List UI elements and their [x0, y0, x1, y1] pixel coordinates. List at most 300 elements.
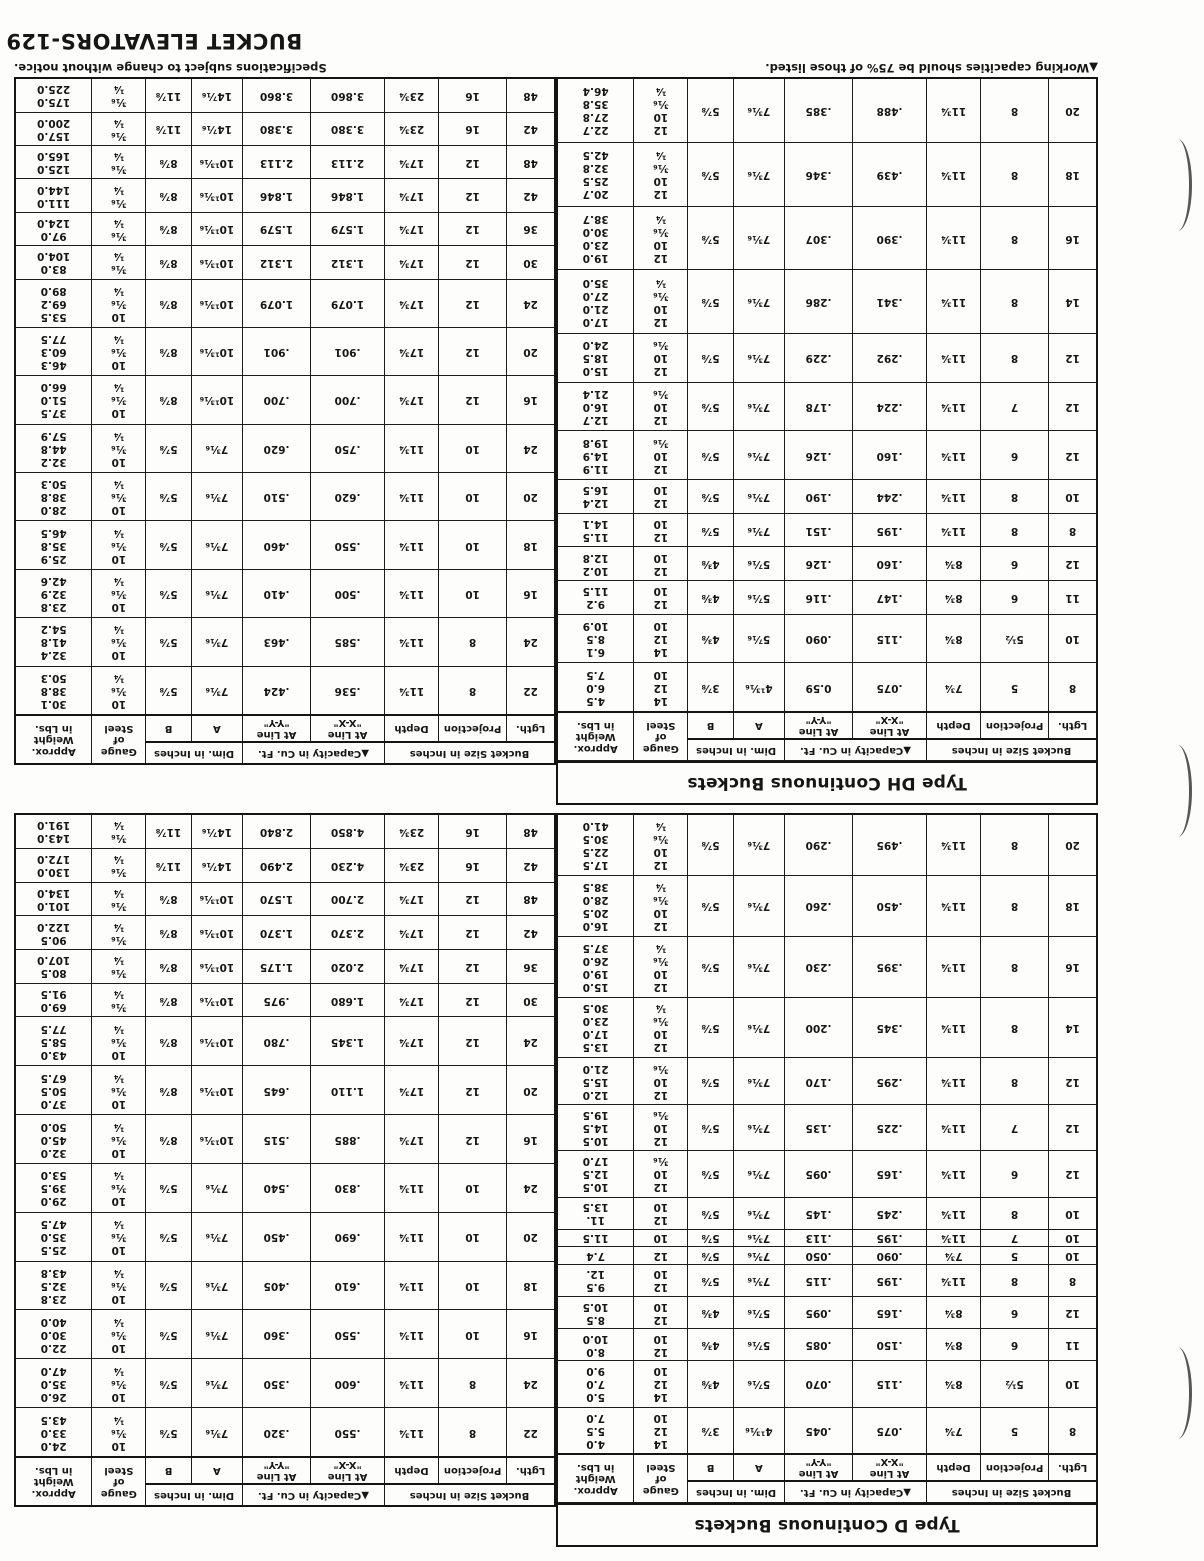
- cell-weight-list: 7.4: [557, 1247, 634, 1265]
- cell-capacity-xx: .600: [311, 1359, 385, 1408]
- cell-lgth: 16: [1049, 936, 1097, 997]
- table-row: [15, 1115, 555, 1164]
- cell-dim-a: 7³⁄₁₆: [733, 270, 784, 334]
- table-row: [15, 376, 555, 424]
- cell-weight-list: 17.5 22.5 30.5 41.0: [557, 814, 634, 875]
- cell-dim-b: 4⅜: [688, 1297, 733, 1329]
- cell-capacity-xx: .195: [853, 1229, 927, 1247]
- cell-weight-list: 157.0 200.0: [15, 112, 92, 145]
- cell-dim-a: 7³⁄₁₆: [733, 1151, 784, 1197]
- cell-depth: 17¾: [385, 179, 439, 212]
- cell-gauge-list: 10 ³⁄₁₆ ¼: [92, 1408, 146, 1457]
- cell-capacity-xx: .536: [311, 666, 385, 715]
- cell-capacity-yy: .260: [784, 875, 852, 936]
- cell-weight-list: 29.0 39.5 53.0: [15, 1163, 92, 1212]
- cell-depth: 11¾: [927, 1104, 981, 1150]
- title-spacer: [14, 765, 556, 805]
- cell-projection: 8: [439, 666, 507, 715]
- cell-dim-a: 10¹³⁄₁₆: [191, 882, 242, 916]
- cell-projection: 12: [439, 246, 507, 279]
- cell-weight-list: 125.0 165.0: [15, 145, 92, 178]
- cell-lgth: 12: [1049, 1297, 1097, 1329]
- cell-weight-list: 97.0 124.0: [15, 212, 92, 245]
- cell-depth: 23¾: [385, 78, 439, 112]
- cell-capacity-yy: .095: [784, 1151, 852, 1197]
- table-row: [557, 547, 1097, 581]
- table-row: [15, 279, 555, 327]
- cell-lgth: 22: [507, 666, 555, 715]
- cell-capacity-yy: 1.579: [242, 212, 310, 245]
- cell-projection: 6: [981, 1329, 1049, 1361]
- cell-dim-a: 14⁷⁄₁₆: [191, 78, 242, 112]
- cell-capacity-xx: .165: [853, 1297, 927, 1329]
- cell-depth: 17¾: [385, 950, 439, 984]
- cell-weight-list: 20.7 25.5 32.8 42.5: [557, 142, 634, 206]
- cell-lgth: 30: [507, 246, 555, 279]
- cell-gauge-list: 14 12 10: [634, 1361, 688, 1407]
- table-row: [15, 569, 555, 617]
- table-row: [15, 814, 555, 848]
- cell-lgth: 10: [1049, 1247, 1097, 1265]
- cell-capacity-xx: .585: [311, 618, 385, 666]
- cell-gauge-list: 12 10 ³⁄₁₆ ¼: [634, 142, 688, 206]
- scan-curl-artifact: [1163, 745, 1192, 837]
- header-group-capacity: ▲Capacity in Cu. Ft.: [242, 742, 384, 764]
- cell-capacity-yy: .620: [242, 424, 310, 472]
- cell-projection: 5½: [981, 614, 1049, 663]
- cell-dim-b: 8⅞: [146, 246, 191, 279]
- cell-dim-a: 7³⁄₁₆: [191, 1310, 242, 1359]
- cell-projection: 12: [439, 1017, 507, 1066]
- cell-capacity-yy: .145: [784, 1197, 852, 1229]
- cell-capacity-xx: 4.850: [311, 814, 385, 848]
- cell-capacity-xx: .488: [853, 78, 927, 142]
- cell-projection: 10: [439, 521, 507, 569]
- cell-lgth: 36: [507, 950, 555, 984]
- header-approx-weight: Approx. Weight in Lbs.: [15, 715, 92, 764]
- cell-dim-a: 10¹³⁄₁₆: [191, 246, 242, 279]
- cell-dim-a: 5⁷⁄₁₆: [733, 580, 784, 614]
- cell-depth: 11¾: [927, 1151, 981, 1197]
- cell-dim-a: 7³⁄₁₆: [733, 142, 784, 206]
- cell-projection: 12: [439, 1066, 507, 1115]
- cell-gauge-list: 12 10 ³⁄₁₆ ¼: [634, 814, 688, 875]
- cell-dim-a: 10¹³⁄₁₆: [191, 916, 242, 950]
- header-cell-dim-b: B: [688, 1454, 733, 1481]
- table-row: [557, 614, 1097, 663]
- cell-depth: 17¾: [385, 376, 439, 424]
- cell-gauge-list: 12 10 ³⁄₁₆: [634, 1151, 688, 1197]
- cell-gauge-list: ³⁄₁₆ ¼: [92, 983, 146, 1017]
- cell-capacity-yy: .200: [784, 997, 852, 1058]
- cell-lgth: 30: [507, 983, 555, 1017]
- table-row: [15, 848, 555, 882]
- cell-capacity-xx: 1.079: [311, 279, 385, 327]
- cell-gauge-list: 10 ³⁄₁₆ ¼: [92, 327, 146, 375]
- cell-lgth: 12: [1049, 334, 1097, 383]
- cell-weight-list: 16.0 20.5 28.0 38.5: [557, 875, 634, 936]
- cell-dim-a: 7³⁄₁₆: [733, 1197, 784, 1229]
- cell-gauge-list: 12 10: [634, 580, 688, 614]
- type-d-left-half: [556, 813, 1098, 1547]
- cell-dim-b: 5⅞: [146, 1163, 191, 1212]
- type-dh-table-section: [14, 77, 1098, 805]
- cell-capacity-xx: .885: [311, 1115, 385, 1164]
- cell-capacity-yy: .360: [242, 1310, 310, 1359]
- page-title: BUCKET ELEVATORS-129: [6, 29, 303, 53]
- cell-capacity-yy: 1.846: [242, 179, 310, 212]
- cell-depth: 8¾: [927, 547, 981, 581]
- header-cell-capacity-yy: At Line "Y-Y": [242, 715, 310, 742]
- type-d-table-title: Type D Continuous Buckets: [556, 1503, 1098, 1547]
- cell-depth: 11¾: [927, 431, 981, 480]
- cell-dim-b: 4⅜: [688, 1361, 733, 1407]
- header-group-dim: Dim. in Inches: [146, 1484, 243, 1506]
- cell-lgth: 18: [507, 521, 555, 569]
- cell-weight-list: 28.0 38.8 50.3: [15, 473, 92, 521]
- cell-capacity-yy: .645: [242, 1066, 310, 1115]
- cell-projection: 5: [981, 1407, 1049, 1454]
- cell-projection: 6: [981, 431, 1049, 480]
- cell-dim-b: 4⅜: [688, 580, 733, 614]
- cell-weight-list: 19.0 23.0 30.0 38.7: [557, 206, 634, 270]
- cell-lgth: 20: [1049, 78, 1097, 142]
- cell-gauge-list: 12 10: [634, 1197, 688, 1229]
- table-row: [15, 424, 555, 472]
- table-row: [557, 936, 1097, 997]
- cell-depth: 11¾: [927, 1264, 981, 1296]
- cell-dim-a: 14⁷⁄₁₆: [191, 112, 242, 145]
- cell-projection: 10: [439, 473, 507, 521]
- cell-dim-b: 5⅞: [688, 382, 733, 431]
- cell-projection: 10: [439, 569, 507, 617]
- cell-dim-b: 8⅞: [146, 1017, 191, 1066]
- header-cell-depth: Depth: [385, 715, 439, 742]
- cell-capacity-yy: 1.570: [242, 882, 310, 916]
- cell-capacity-xx: 1.345: [311, 1017, 385, 1066]
- table-row: [15, 916, 555, 950]
- cell-capacity-xx: .075: [853, 663, 927, 712]
- cell-dim-a: 7³⁄₁₆: [191, 1163, 242, 1212]
- cell-capacity-yy: .901: [242, 327, 310, 375]
- cell-lgth: 16: [1049, 206, 1097, 270]
- cell-gauge-list: 10 ³⁄₁₆ ¼: [92, 473, 146, 521]
- cell-depth: 17¾: [385, 246, 439, 279]
- cell-projection: 8: [981, 270, 1049, 334]
- table-row: [557, 1297, 1097, 1329]
- cell-lgth: 12: [1049, 1058, 1097, 1104]
- cell-capacity-xx: .550: [311, 1310, 385, 1359]
- cell-projection: 5: [981, 1247, 1049, 1265]
- cell-projection: 8: [981, 480, 1049, 514]
- table-row: [557, 1151, 1097, 1197]
- cell-weight-list: 12.7 16.0 21.4: [557, 382, 634, 431]
- scan-curl-artifact: [1163, 139, 1192, 231]
- cell-dim-b: 5⅞: [688, 997, 733, 1058]
- cell-capacity-xx: 1.312: [311, 246, 385, 279]
- cell-gauge-list: 10 ³⁄₁₆ ¼: [92, 1261, 146, 1310]
- cell-dim-b: 3⅞: [688, 663, 733, 712]
- cell-gauge-list: 14 12 10: [634, 1407, 688, 1454]
- cell-projection: 16: [439, 814, 507, 848]
- cell-depth: 17¾: [385, 212, 439, 245]
- cell-depth: 8¾: [927, 1361, 981, 1407]
- cell-depth: 11¾: [385, 1310, 439, 1359]
- cell-dim-b: 8⅞: [146, 145, 191, 178]
- header-cell-depth: Depth: [927, 1454, 981, 1481]
- cell-depth: 8¾: [927, 580, 981, 614]
- cell-gauge-list: 14 12 10: [634, 614, 688, 663]
- type-d-left-table: [556, 813, 1098, 1503]
- cell-depth: 8¾: [927, 1329, 981, 1361]
- cell-lgth: 48: [507, 814, 555, 848]
- cell-dim-a: 7³⁄₁₆: [733, 334, 784, 383]
- cell-dim-b: 11⅞: [146, 848, 191, 882]
- table-row: [557, 580, 1097, 614]
- cell-capacity-xx: 3.380: [311, 112, 385, 145]
- table-row: [15, 473, 555, 521]
- cell-projection: 8: [981, 1197, 1049, 1229]
- cell-gauge-list: 10 ³⁄₁₆ ¼: [92, 1066, 146, 1115]
- cell-dim-b: 5⅞: [146, 521, 191, 569]
- cell-gauge-list: ³⁄₁₆ ¼: [92, 145, 146, 178]
- cell-depth: 11¾: [927, 206, 981, 270]
- table-row: [557, 1247, 1097, 1265]
- type-d-table-section: [14, 813, 1098, 1547]
- cell-dim-b: 5⅞: [688, 936, 733, 997]
- header-group-bucket-size: Bucket Size in Inches: [927, 1481, 1098, 1503]
- cell-dim-b: 11⅞: [146, 112, 191, 145]
- footnote-specifications: Specifications subject to change without notice.: [14, 61, 327, 75]
- cell-dim-b: 5⅞: [146, 473, 191, 521]
- cell-dim-b: 8⅞: [146, 327, 191, 375]
- cell-dim-b: 4⅜: [688, 1329, 733, 1361]
- header-cell-projection: Projection: [981, 1454, 1049, 1481]
- cell-gauge-list: 10 ³⁄₁₆ ¼: [92, 1212, 146, 1261]
- cell-depth: 11¾: [927, 1229, 981, 1247]
- cell-depth: 11¾: [385, 424, 439, 472]
- table-row: [557, 334, 1097, 383]
- cell-projection: 16: [439, 78, 507, 112]
- cell-dim-a: 7³⁄₁₆: [733, 814, 784, 875]
- cell-lgth: 42: [507, 179, 555, 212]
- cell-projection: 12: [439, 376, 507, 424]
- cell-capacity-xx: .500: [311, 569, 385, 617]
- cell-lgth: 14: [1049, 997, 1097, 1058]
- type-dh-left-half: [556, 77, 1098, 805]
- cell-lgth: 16: [507, 1115, 555, 1164]
- cell-weight-list: 4.0 5.5 7.0: [557, 1407, 634, 1454]
- cell-gauge-list: 14 12 10: [634, 663, 688, 712]
- cell-projection: 8: [439, 1408, 507, 1457]
- cell-dim-b: 5⅞: [688, 875, 733, 936]
- cell-capacity-yy: .424: [242, 666, 310, 715]
- cell-lgth: 42: [507, 112, 555, 145]
- cell-capacity-xx: 2.020: [311, 950, 385, 984]
- cell-depth: 11¾: [385, 1163, 439, 1212]
- cell-lgth: 22: [507, 1408, 555, 1457]
- cell-capacity-xx: .160: [853, 547, 927, 581]
- type-d-right-half: [14, 813, 556, 1547]
- cell-weight-list: 69.0 91.5: [15, 983, 92, 1017]
- cell-weight-list: 26.0 35.0 47.0: [15, 1359, 92, 1408]
- cell-weight-list: 4.5 6.0 7.5: [557, 663, 634, 712]
- cell-depth: 11¾: [927, 142, 981, 206]
- cell-projection: 6: [981, 547, 1049, 581]
- cell-gauge-list: ³⁄₁₆ ¼: [92, 246, 146, 279]
- cell-projection: 12: [439, 950, 507, 984]
- cell-capacity-xx: 1.846: [311, 179, 385, 212]
- cell-dim-b: 5⅞: [146, 424, 191, 472]
- cell-lgth: 12: [1049, 431, 1097, 480]
- cell-capacity-yy: .151: [784, 513, 852, 547]
- cell-capacity-yy: 1.370: [242, 916, 310, 950]
- header-cell-capacity-xx: At Line "X-X": [853, 1454, 927, 1481]
- cell-projection: 7: [981, 382, 1049, 431]
- cell-weight-list: 12.4 16.5: [557, 480, 634, 514]
- cell-depth: 23¾: [385, 848, 439, 882]
- cell-capacity-xx: .292: [853, 334, 927, 383]
- cell-capacity-xx: .610: [311, 1261, 385, 1310]
- cell-dim-b: 5⅞: [688, 431, 733, 480]
- cell-lgth: 10: [1049, 1229, 1097, 1247]
- cell-gauge-list: 12 10: [634, 547, 688, 581]
- cell-lgth: 48: [507, 78, 555, 112]
- cell-weight-list: 32.2 44.8 57.9: [15, 424, 92, 472]
- cell-lgth: 24: [507, 1359, 555, 1408]
- table-row: [557, 480, 1097, 514]
- table-row: [15, 112, 555, 145]
- cell-projection: 10: [439, 1310, 507, 1359]
- cell-dim-a: 10¹³⁄₁₆: [191, 950, 242, 984]
- cell-lgth: 18: [1049, 875, 1097, 936]
- cell-depth: 17¾: [385, 983, 439, 1017]
- cell-dim-a: 7³⁄₁₆: [733, 1058, 784, 1104]
- cell-depth: 11¾: [385, 569, 439, 617]
- cell-dim-a: 4¹³⁄₁₆: [733, 663, 784, 712]
- cell-dim-b: 5⅞: [146, 618, 191, 666]
- header-cell-dim-a: A: [733, 1454, 784, 1481]
- cell-lgth: 8: [1049, 663, 1097, 712]
- cell-capacity-yy: .115: [784, 1264, 852, 1296]
- cell-gauge-list: 12 10 ³⁄₁₆: [634, 1104, 688, 1150]
- cell-gauge-list: 10 ³⁄₁₆ ¼: [92, 424, 146, 472]
- cell-dim-a: 7³⁄₁₆: [191, 1408, 242, 1457]
- cell-capacity-xx: .550: [311, 521, 385, 569]
- cell-dim-b: 11⅞: [146, 814, 191, 848]
- cell-lgth: 24: [507, 424, 555, 472]
- cell-capacity-yy: 1.079: [242, 279, 310, 327]
- cell-lgth: 12: [1049, 547, 1097, 581]
- cell-weight-list: 11.5: [557, 1229, 634, 1247]
- header-cell-projection: Projection: [981, 712, 1049, 739]
- cell-lgth: 18: [1049, 142, 1097, 206]
- cell-dim-a: 7³⁄₁₆: [191, 521, 242, 569]
- cell-dim-b: 8⅞: [146, 179, 191, 212]
- header-cell-capacity-yy: At Line "Y-Y": [784, 712, 852, 739]
- cell-capacity-xx: 2.370: [311, 916, 385, 950]
- cell-dim-a: 7³⁄₁₆: [733, 513, 784, 547]
- table-row: [557, 431, 1097, 480]
- header-cell-dim-b: B: [146, 1457, 191, 1484]
- cell-projection: 10: [439, 1163, 507, 1212]
- cell-gauge-list: 10 ³⁄₁₆ ¼: [92, 618, 146, 666]
- cell-capacity-xx: .075: [853, 1407, 927, 1454]
- cell-dim-b: 5⅞: [688, 480, 733, 514]
- cell-lgth: 8: [1049, 513, 1097, 547]
- cell-weight-list: 46.3 60.3 77.5: [15, 327, 92, 375]
- cell-weight-list: 5.0 7.0 9.0: [557, 1361, 634, 1407]
- cell-depth: 11¾: [385, 1261, 439, 1310]
- cell-weight-list: 175.0 225.0: [15, 78, 92, 112]
- cell-gauge-list: ³⁄₁₆ ¼: [92, 78, 146, 112]
- cell-depth: 11¾: [927, 1197, 981, 1229]
- cell-lgth: 16: [507, 1310, 555, 1359]
- cell-capacity-xx: .225: [853, 1104, 927, 1150]
- cell-dim-b: 5⅞: [146, 1359, 191, 1408]
- cell-lgth: 8: [1049, 1407, 1097, 1454]
- cell-weight-list: 37.5 51.0 66.0: [15, 376, 92, 424]
- cell-projection: 6: [981, 1297, 1049, 1329]
- cell-gauge-list: 12 10 ³⁄₁₆ ¼: [634, 997, 688, 1058]
- cell-depth: 23¾: [385, 112, 439, 145]
- cell-dim-a: 10¹³⁄₁₆: [191, 179, 242, 212]
- cell-dim-b: 5⅞: [688, 513, 733, 547]
- cell-capacity-xx: .830: [311, 1163, 385, 1212]
- cell-capacity-xx: .115: [853, 1361, 927, 1407]
- cell-dim-a: 10¹³⁄₁₆: [191, 279, 242, 327]
- cell-projection: 12: [439, 145, 507, 178]
- cell-weight-list: 130.0 172.0: [15, 848, 92, 882]
- cell-dim-a: 10¹³⁄₁₆: [191, 1066, 242, 1115]
- cell-projection: 8: [981, 206, 1049, 270]
- cell-projection: 7: [981, 1104, 1049, 1150]
- cell-capacity-yy: .113: [784, 1229, 852, 1247]
- cell-gauge-list: 12 10 ³⁄₁₆ ¼: [634, 875, 688, 936]
- cell-gauge-list: ³⁄₁₆ ¼: [92, 950, 146, 984]
- cell-gauge-list: 12 10 ³⁄₁₆: [634, 431, 688, 480]
- cell-capacity-xx: 3.860: [311, 78, 385, 112]
- cell-lgth: 11: [1049, 1329, 1097, 1361]
- cell-capacity-xx: .395: [853, 936, 927, 997]
- header-cell-dim-a: A: [733, 712, 784, 739]
- cell-projection: 16: [439, 848, 507, 882]
- cell-capacity-yy: 3.380: [242, 112, 310, 145]
- cell-capacity-yy: .405: [242, 1261, 310, 1310]
- cell-dim-a: 10¹³⁄₁₆: [191, 1017, 242, 1066]
- cell-gauge-list: 10 ³⁄₁₆ ¼: [92, 1310, 146, 1359]
- cell-lgth: 16: [507, 569, 555, 617]
- cell-gauge-list: 10 ³⁄₁₆ ¼: [92, 376, 146, 424]
- cell-dim-b: 5⅞: [688, 142, 733, 206]
- cell-dim-b: 8⅞: [146, 882, 191, 916]
- cell-dim-b: 5⅞: [688, 1058, 733, 1104]
- cell-lgth: 36: [507, 212, 555, 245]
- header-cell-lgth: Lgth.: [1049, 712, 1097, 739]
- cell-capacity-xx: .115: [853, 614, 927, 663]
- cell-lgth: 42: [507, 916, 555, 950]
- cell-dim-a: 7³⁄₁₆: [733, 1229, 784, 1247]
- cell-dim-a: 7³⁄₁₆: [733, 431, 784, 480]
- cell-gauge-list: 12 10: [634, 513, 688, 547]
- cell-projection: 8: [981, 1264, 1049, 1296]
- cell-projection: 8: [439, 1359, 507, 1408]
- cell-depth: 11¾: [385, 521, 439, 569]
- cell-capacity-xx: .160: [853, 431, 927, 480]
- cell-capacity-yy: .170: [784, 1058, 852, 1104]
- cell-depth: 11¾: [385, 1408, 439, 1457]
- cell-dim-b: 8⅞: [146, 1115, 191, 1164]
